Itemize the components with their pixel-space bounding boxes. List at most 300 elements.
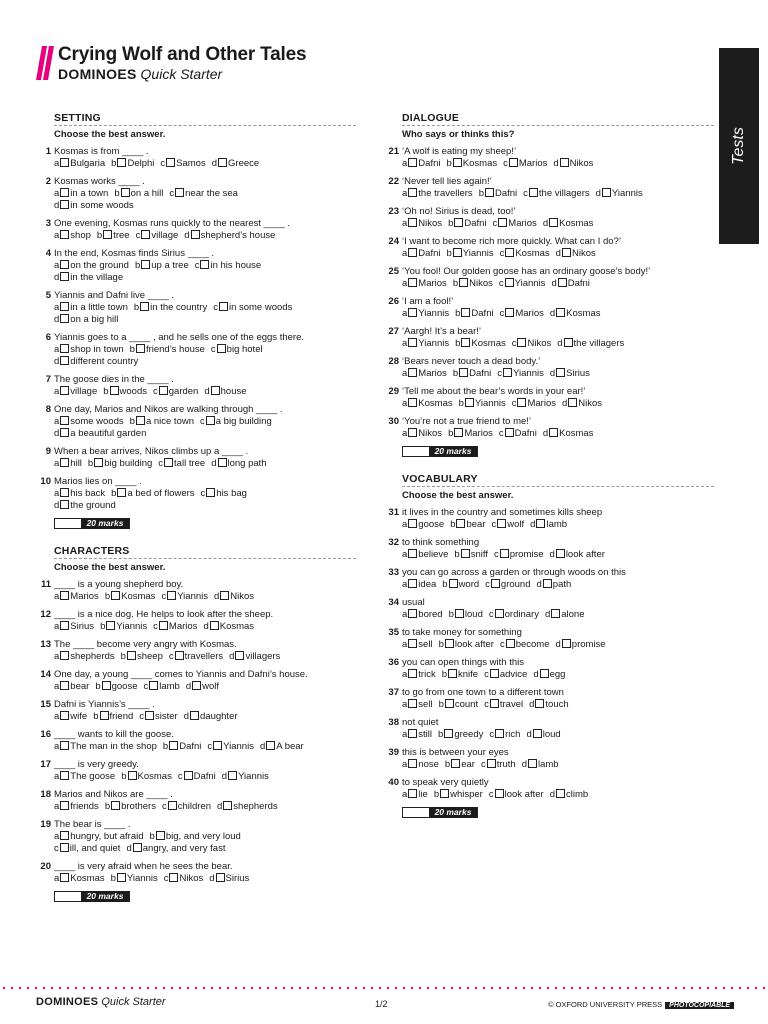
answer-checkbox[interactable] xyxy=(505,248,514,257)
answer-option[interactable] xyxy=(105,801,156,813)
answer-option[interactable] xyxy=(54,741,157,753)
answer-option[interactable] xyxy=(500,248,550,260)
answer-option[interactable] xyxy=(54,651,115,663)
answer-option[interactable] xyxy=(512,338,552,350)
answer-option[interactable] xyxy=(144,681,180,693)
answer-checkbox[interactable] xyxy=(448,669,457,678)
answer-option[interactable] xyxy=(529,699,569,711)
answer-option[interactable] xyxy=(136,230,179,242)
answer-option[interactable] xyxy=(499,278,546,290)
answer-checkbox[interactable] xyxy=(529,188,538,197)
answer-checkbox[interactable] xyxy=(408,729,417,738)
answer-checkbox[interactable] xyxy=(216,873,225,882)
answer-option[interactable] xyxy=(402,338,449,350)
answer-checkbox[interactable] xyxy=(408,579,417,588)
answer-checkbox[interactable] xyxy=(517,338,526,347)
answer-option[interactable] xyxy=(562,398,602,410)
answer-checkbox[interactable] xyxy=(159,386,168,395)
answer-option[interactable] xyxy=(450,519,485,531)
answer-option[interactable] xyxy=(54,428,146,440)
answer-checkbox[interactable] xyxy=(206,488,215,497)
answer-checkbox[interactable] xyxy=(528,759,537,768)
answer-option[interactable] xyxy=(97,230,130,242)
answer-option[interactable] xyxy=(543,428,594,440)
answer-option[interactable] xyxy=(512,398,556,410)
answer-option[interactable] xyxy=(402,218,442,230)
answer-option[interactable] xyxy=(402,158,440,170)
answer-checkbox[interactable] xyxy=(465,398,474,407)
answer-checkbox[interactable] xyxy=(60,158,69,167)
answer-option[interactable] xyxy=(489,609,539,621)
answer-option[interactable] xyxy=(54,488,105,500)
answer-checkbox[interactable] xyxy=(60,458,69,467)
answer-option[interactable] xyxy=(402,398,453,410)
answer-option[interactable] xyxy=(455,338,506,350)
answer-checkbox[interactable] xyxy=(219,302,228,311)
answer-checkbox[interactable] xyxy=(461,549,470,558)
answer-option[interactable] xyxy=(88,458,152,470)
answer-checkbox[interactable] xyxy=(408,308,417,317)
answer-checkbox[interactable] xyxy=(60,356,69,365)
answer-checkbox[interactable] xyxy=(169,741,178,750)
answer-checkbox[interactable] xyxy=(169,873,178,882)
answer-checkbox[interactable] xyxy=(60,386,69,395)
answer-option[interactable] xyxy=(446,248,493,260)
answer-option[interactable] xyxy=(229,651,280,663)
answer-checkbox[interactable] xyxy=(60,230,69,239)
answer-checkbox[interactable] xyxy=(175,188,184,197)
answer-option[interactable] xyxy=(545,609,585,621)
answer-option[interactable] xyxy=(111,488,194,500)
answer-option[interactable] xyxy=(479,188,517,200)
answer-option[interactable] xyxy=(402,549,448,561)
answer-option[interactable] xyxy=(54,711,87,723)
answer-checkbox[interactable] xyxy=(133,843,142,852)
answer-option[interactable] xyxy=(204,386,246,398)
answer-option[interactable] xyxy=(162,801,211,813)
answer-checkbox[interactable] xyxy=(60,344,69,353)
answer-checkbox[interactable] xyxy=(191,230,200,239)
answer-option[interactable] xyxy=(543,218,594,230)
answer-option[interactable] xyxy=(553,158,593,170)
answer-option[interactable] xyxy=(449,609,483,621)
answer-option[interactable] xyxy=(434,789,483,801)
answer-checkbox[interactable] xyxy=(167,591,176,600)
answer-checkbox[interactable] xyxy=(602,188,611,197)
answer-option[interactable] xyxy=(402,428,442,440)
answer-option[interactable] xyxy=(550,308,601,320)
answer-option[interactable] xyxy=(550,549,605,561)
answer-option[interactable] xyxy=(121,651,163,663)
answer-checkbox[interactable] xyxy=(168,801,177,810)
answer-checkbox[interactable] xyxy=(141,230,150,239)
answer-checkbox[interactable] xyxy=(459,278,468,287)
answer-option[interactable] xyxy=(130,416,194,428)
answer-checkbox[interactable] xyxy=(540,669,549,678)
answer-option[interactable] xyxy=(54,458,82,470)
answer-option[interactable] xyxy=(438,729,483,741)
answer-checkbox[interactable] xyxy=(498,218,507,227)
answer-option[interactable] xyxy=(455,308,493,320)
answer-option[interactable] xyxy=(54,188,108,200)
answer-option[interactable] xyxy=(100,621,147,633)
answer-checkbox[interactable] xyxy=(461,338,470,347)
answer-checkbox[interactable] xyxy=(549,428,558,437)
answer-checkbox[interactable] xyxy=(60,272,69,281)
answer-option[interactable] xyxy=(195,260,261,272)
answer-checkbox[interactable] xyxy=(60,302,69,311)
answer-option[interactable] xyxy=(209,873,249,885)
answer-checkbox[interactable] xyxy=(60,200,69,209)
answer-checkbox[interactable] xyxy=(121,188,130,197)
answer-checkbox[interactable] xyxy=(103,230,112,239)
answer-checkbox[interactable] xyxy=(102,681,111,690)
answer-checkbox[interactable] xyxy=(164,458,173,467)
answer-checkbox[interactable] xyxy=(497,519,506,528)
answer-checkbox[interactable] xyxy=(535,699,544,708)
answer-option[interactable] xyxy=(497,368,544,380)
answer-checkbox[interactable] xyxy=(461,308,470,317)
answer-option[interactable] xyxy=(448,428,493,440)
answer-checkbox[interactable] xyxy=(408,639,417,648)
answer-option[interactable] xyxy=(522,759,559,771)
answer-checkbox[interactable] xyxy=(60,260,69,269)
answer-checkbox[interactable] xyxy=(536,519,545,528)
answer-option[interactable] xyxy=(150,831,241,843)
answer-checkbox[interactable] xyxy=(562,248,571,257)
answer-option[interactable] xyxy=(550,368,590,380)
answer-checkbox[interactable] xyxy=(166,158,175,167)
answer-option[interactable] xyxy=(402,669,436,681)
answer-checkbox[interactable] xyxy=(220,591,229,600)
answer-checkbox[interactable] xyxy=(60,741,69,750)
answer-option[interactable] xyxy=(402,789,428,801)
answer-option[interactable] xyxy=(533,669,565,681)
answer-option[interactable] xyxy=(214,591,254,603)
answer-checkbox[interactable] xyxy=(60,314,69,323)
answer-option[interactable] xyxy=(556,248,596,260)
answer-option[interactable] xyxy=(442,579,479,591)
answer-checkbox[interactable] xyxy=(556,549,565,558)
answer-option[interactable] xyxy=(212,158,259,170)
answer-checkbox[interactable] xyxy=(408,398,417,407)
answer-option[interactable] xyxy=(489,729,520,741)
answer-option[interactable] xyxy=(169,188,238,200)
answer-option[interactable] xyxy=(402,609,443,621)
answer-option[interactable] xyxy=(492,519,525,531)
answer-checkbox[interactable] xyxy=(444,729,453,738)
answer-option[interactable] xyxy=(402,639,433,651)
answer-checkbox[interactable] xyxy=(60,711,69,720)
answer-option[interactable] xyxy=(484,669,527,681)
answer-checkbox[interactable] xyxy=(60,428,69,437)
answer-option[interactable] xyxy=(596,188,643,200)
answer-checkbox[interactable] xyxy=(503,368,512,377)
answer-option[interactable] xyxy=(493,218,537,230)
answer-checkbox[interactable] xyxy=(60,621,69,630)
answer-option[interactable] xyxy=(442,669,478,681)
answer-checkbox[interactable] xyxy=(556,308,565,317)
answer-option[interactable] xyxy=(139,711,177,723)
answer-checkbox[interactable] xyxy=(184,771,193,780)
answer-option[interactable] xyxy=(489,789,544,801)
answer-option[interactable] xyxy=(550,789,588,801)
answer-checkbox[interactable] xyxy=(408,519,417,528)
answer-checkbox[interactable] xyxy=(451,759,460,768)
answer-checkbox[interactable] xyxy=(266,741,275,750)
answer-option[interactable] xyxy=(135,260,189,272)
answer-checkbox[interactable] xyxy=(490,669,499,678)
answer-checkbox[interactable] xyxy=(543,579,552,588)
answer-option[interactable] xyxy=(203,621,254,633)
answer-option[interactable] xyxy=(164,873,204,885)
answer-checkbox[interactable] xyxy=(556,368,565,377)
answer-checkbox[interactable] xyxy=(549,218,558,227)
answer-checkbox[interactable] xyxy=(453,248,462,257)
answer-checkbox[interactable] xyxy=(100,711,109,720)
answer-option[interactable] xyxy=(557,338,624,350)
answer-checkbox[interactable] xyxy=(560,158,569,167)
answer-option[interactable] xyxy=(499,428,537,440)
answer-option[interactable] xyxy=(153,386,198,398)
answer-checkbox[interactable] xyxy=(408,759,417,768)
answer-option[interactable] xyxy=(169,651,223,663)
answer-option[interactable] xyxy=(484,699,523,711)
answer-option[interactable] xyxy=(439,699,479,711)
answer-checkbox[interactable] xyxy=(408,248,417,257)
answer-option[interactable] xyxy=(54,158,105,170)
answer-option[interactable] xyxy=(186,681,219,693)
answer-option[interactable] xyxy=(54,302,128,314)
answer-checkbox[interactable] xyxy=(495,789,504,798)
answer-checkbox[interactable] xyxy=(408,669,417,678)
answer-checkbox[interactable] xyxy=(509,158,518,167)
answer-checkbox[interactable] xyxy=(491,579,500,588)
answer-checkbox[interactable] xyxy=(145,711,154,720)
answer-checkbox[interactable] xyxy=(500,549,509,558)
answer-checkbox[interactable] xyxy=(456,519,465,528)
answer-checkbox[interactable] xyxy=(127,651,136,660)
answer-option[interactable] xyxy=(453,278,493,290)
answer-checkbox[interactable] xyxy=(408,789,417,798)
answer-checkbox[interactable] xyxy=(60,831,69,840)
answer-checkbox[interactable] xyxy=(211,386,220,395)
answer-option[interactable] xyxy=(54,681,89,693)
answer-option[interactable] xyxy=(103,386,147,398)
answer-checkbox[interactable] xyxy=(453,158,462,167)
answer-checkbox[interactable] xyxy=(408,368,417,377)
answer-option[interactable] xyxy=(551,278,589,290)
answer-checkbox[interactable] xyxy=(94,458,103,467)
answer-option[interactable] xyxy=(402,188,473,200)
answer-option[interactable] xyxy=(54,314,118,326)
answer-checkbox[interactable] xyxy=(106,621,115,630)
answer-option[interactable] xyxy=(448,218,486,230)
answer-checkbox[interactable] xyxy=(110,386,119,395)
answer-checkbox[interactable] xyxy=(200,260,209,269)
answer-option[interactable] xyxy=(54,230,91,242)
answer-option[interactable] xyxy=(500,639,550,651)
answer-checkbox[interactable] xyxy=(136,344,145,353)
answer-checkbox[interactable] xyxy=(60,500,69,509)
answer-option[interactable] xyxy=(54,843,120,855)
answer-checkbox[interactable] xyxy=(60,771,69,780)
answer-option[interactable] xyxy=(454,549,488,561)
answer-checkbox[interactable] xyxy=(136,416,145,425)
answer-checkbox[interactable] xyxy=(190,711,199,720)
answer-checkbox[interactable] xyxy=(440,789,449,798)
answer-option[interactable] xyxy=(439,639,494,651)
answer-checkbox[interactable] xyxy=(60,873,69,882)
answer-option[interactable] xyxy=(523,188,589,200)
answer-option[interactable] xyxy=(217,801,278,813)
answer-checkbox[interactable] xyxy=(117,488,126,497)
answer-option[interactable] xyxy=(402,759,439,771)
answer-option[interactable] xyxy=(114,188,163,200)
answer-option[interactable] xyxy=(158,458,205,470)
answer-option[interactable] xyxy=(526,729,560,741)
answer-option[interactable] xyxy=(211,458,266,470)
answer-option[interactable] xyxy=(459,398,506,410)
answer-checkbox[interactable] xyxy=(213,741,222,750)
answer-option[interactable] xyxy=(54,500,116,512)
answer-option[interactable] xyxy=(184,711,238,723)
answer-checkbox[interactable] xyxy=(454,428,463,437)
answer-checkbox[interactable] xyxy=(111,801,120,810)
answer-checkbox[interactable] xyxy=(128,771,137,780)
answer-option[interactable] xyxy=(453,368,491,380)
answer-checkbox[interactable] xyxy=(60,488,69,497)
answer-checkbox[interactable] xyxy=(505,308,514,317)
answer-checkbox[interactable] xyxy=(564,338,573,347)
answer-checkbox[interactable] xyxy=(60,416,69,425)
answer-option[interactable] xyxy=(54,344,124,356)
answer-checkbox[interactable] xyxy=(60,651,69,660)
answer-option[interactable] xyxy=(402,248,440,260)
answer-checkbox[interactable] xyxy=(408,188,417,197)
answer-option[interactable] xyxy=(95,681,137,693)
answer-checkbox[interactable] xyxy=(149,681,158,690)
answer-option[interactable] xyxy=(105,591,156,603)
answer-checkbox[interactable] xyxy=(111,591,120,600)
answer-checkbox[interactable] xyxy=(533,729,542,738)
answer-option[interactable] xyxy=(213,302,292,314)
answer-option[interactable] xyxy=(54,591,99,603)
answer-checkbox[interactable] xyxy=(487,759,496,768)
answer-checkbox[interactable] xyxy=(445,639,454,648)
answer-checkbox[interactable] xyxy=(562,639,571,648)
answer-checkbox[interactable] xyxy=(556,789,565,798)
answer-checkbox[interactable] xyxy=(454,218,463,227)
answer-checkbox[interactable] xyxy=(408,549,417,558)
answer-option[interactable] xyxy=(54,386,97,398)
answer-option[interactable] xyxy=(445,759,475,771)
answer-option[interactable] xyxy=(54,873,105,885)
answer-option[interactable] xyxy=(402,729,432,741)
answer-checkbox[interactable] xyxy=(459,368,468,377)
answer-option[interactable] xyxy=(402,519,444,531)
answer-option[interactable] xyxy=(111,158,154,170)
answer-option[interactable] xyxy=(126,843,225,855)
answer-checkbox[interactable] xyxy=(408,609,417,618)
answer-option[interactable] xyxy=(54,771,115,783)
answer-option[interactable] xyxy=(184,230,275,242)
answer-checkbox[interactable] xyxy=(141,260,150,269)
answer-checkbox[interactable] xyxy=(60,188,69,197)
answer-option[interactable] xyxy=(130,344,205,356)
answer-checkbox[interactable] xyxy=(223,801,232,810)
answer-checkbox[interactable] xyxy=(408,218,417,227)
answer-option[interactable] xyxy=(494,549,544,561)
answer-option[interactable] xyxy=(54,272,123,284)
answer-option[interactable] xyxy=(200,416,272,428)
answer-checkbox[interactable] xyxy=(60,591,69,600)
answer-option[interactable] xyxy=(530,519,567,531)
answer-option[interactable] xyxy=(178,771,216,783)
answer-checkbox[interactable] xyxy=(60,801,69,810)
answer-checkbox[interactable] xyxy=(517,398,526,407)
answer-option[interactable] xyxy=(402,368,447,380)
answer-option[interactable] xyxy=(111,873,158,885)
answer-option[interactable] xyxy=(537,579,572,591)
answer-checkbox[interactable] xyxy=(192,681,201,690)
answer-checkbox[interactable] xyxy=(140,302,149,311)
answer-option[interactable] xyxy=(54,621,94,633)
answer-checkbox[interactable] xyxy=(490,699,499,708)
answer-checkbox[interactable] xyxy=(235,651,244,660)
answer-checkbox[interactable] xyxy=(568,398,577,407)
answer-option[interactable] xyxy=(402,308,449,320)
answer-option[interactable] xyxy=(54,356,138,368)
answer-checkbox[interactable] xyxy=(206,416,215,425)
answer-option[interactable] xyxy=(402,699,433,711)
answer-option[interactable] xyxy=(503,158,547,170)
answer-checkbox[interactable] xyxy=(408,158,417,167)
answer-option[interactable] xyxy=(54,416,124,428)
answer-option[interactable] xyxy=(402,579,436,591)
answer-option[interactable] xyxy=(160,158,205,170)
answer-checkbox[interactable] xyxy=(506,639,515,648)
answer-checkbox[interactable] xyxy=(505,428,514,437)
answer-checkbox[interactable] xyxy=(408,428,417,437)
answer-option[interactable] xyxy=(93,711,133,723)
answer-checkbox[interactable] xyxy=(485,188,494,197)
answer-option[interactable] xyxy=(54,831,144,843)
answer-checkbox[interactable] xyxy=(60,681,69,690)
answer-checkbox[interactable] xyxy=(217,344,226,353)
answer-checkbox[interactable] xyxy=(408,338,417,347)
answer-checkbox[interactable] xyxy=(117,158,126,167)
answer-checkbox[interactable] xyxy=(445,699,454,708)
answer-option[interactable] xyxy=(260,741,304,753)
answer-checkbox[interactable] xyxy=(218,458,227,467)
answer-option[interactable] xyxy=(54,801,99,813)
answer-option[interactable] xyxy=(163,741,201,753)
answer-checkbox[interactable] xyxy=(117,873,126,882)
answer-checkbox[interactable] xyxy=(408,699,417,708)
answer-checkbox[interactable] xyxy=(175,651,184,660)
answer-option[interactable] xyxy=(54,200,134,212)
answer-checkbox[interactable] xyxy=(558,278,567,287)
answer-option[interactable] xyxy=(446,158,497,170)
answer-option[interactable] xyxy=(222,771,269,783)
answer-checkbox[interactable] xyxy=(495,609,504,618)
answer-checkbox[interactable] xyxy=(159,621,168,630)
answer-checkbox[interactable] xyxy=(228,771,237,780)
answer-option[interactable] xyxy=(54,260,129,272)
answer-option[interactable] xyxy=(207,741,254,753)
answer-checkbox[interactable] xyxy=(156,831,165,840)
